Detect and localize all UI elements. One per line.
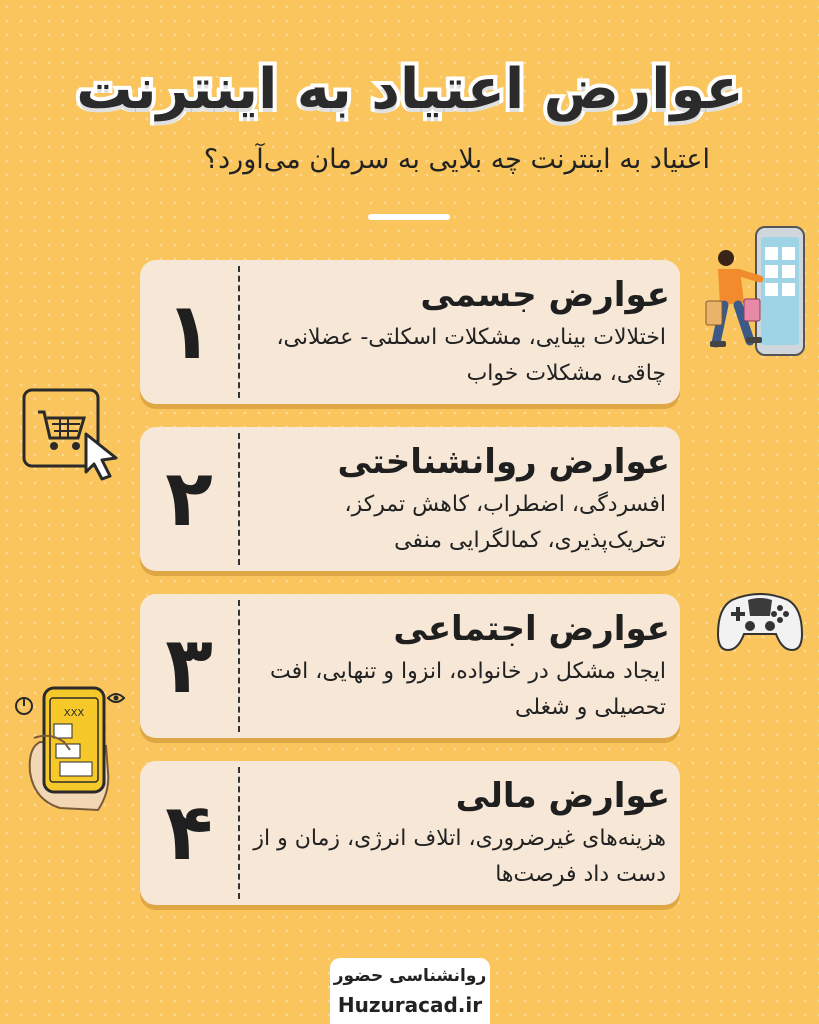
- card-separator: [238, 767, 240, 899]
- card-separator: [238, 600, 240, 732]
- card-description: اختلالات بینایی، مشکلات اسکلتی- عضلانی، چاقی، مشکلات خواب: [276, 325, 666, 386]
- card-title: عوارض اجتماعی: [393, 609, 670, 649]
- brand-badge: [330, 958, 490, 1024]
- game-controller-icon: [714, 586, 806, 656]
- card-description: هزینه‌های غیرضروری، اتلاف انرژی، زمان و از دست داد فرصت‌ها: [253, 826, 666, 887]
- card-psychological-effects: [140, 427, 680, 571]
- card-number: ۱: [165, 287, 213, 377]
- card-number: ۳: [165, 621, 213, 711]
- card-number: ۴: [165, 788, 213, 878]
- card-title: عوارض مالی: [455, 776, 670, 816]
- page-subtitle: اعتیاد به اینترنت چه بلایی به سرمان می‌آورد؟: [203, 144, 710, 175]
- card-physical-effects: [140, 260, 680, 404]
- brand-name: روانشناسی حضور: [333, 966, 487, 986]
- card-title: عوارض جسمی: [420, 275, 670, 315]
- card-number: ۲: [165, 454, 213, 544]
- page-title: عوارض اعتیاد به اینترنت: [76, 57, 744, 122]
- card-separator: [238, 266, 240, 398]
- shopping-person-phone-icon: [700, 225, 810, 360]
- divider: [368, 214, 450, 220]
- card-separator: [238, 433, 240, 565]
- phone-in-hand-icon: [10, 682, 130, 814]
- card-social-effects: [140, 594, 680, 738]
- card-description: ایجاد مشکل در خانواده، انزوا و تنهایی، افت تحصیلی و شغلی: [270, 659, 666, 720]
- brand-url: Huzuracad.ir: [337, 993, 483, 1017]
- card-description: افسردگی، اضطراب، کاهش تمرکز، تحریک‌پذیری، کمالگرایی منفی: [344, 492, 666, 553]
- card-financial-effects: [140, 761, 680, 905]
- shopping-cart-cursor-icon: [22, 388, 122, 482]
- svg-text:XXX: XXX: [63, 708, 85, 719]
- card-title: عوارض روانشناختی: [337, 442, 670, 482]
